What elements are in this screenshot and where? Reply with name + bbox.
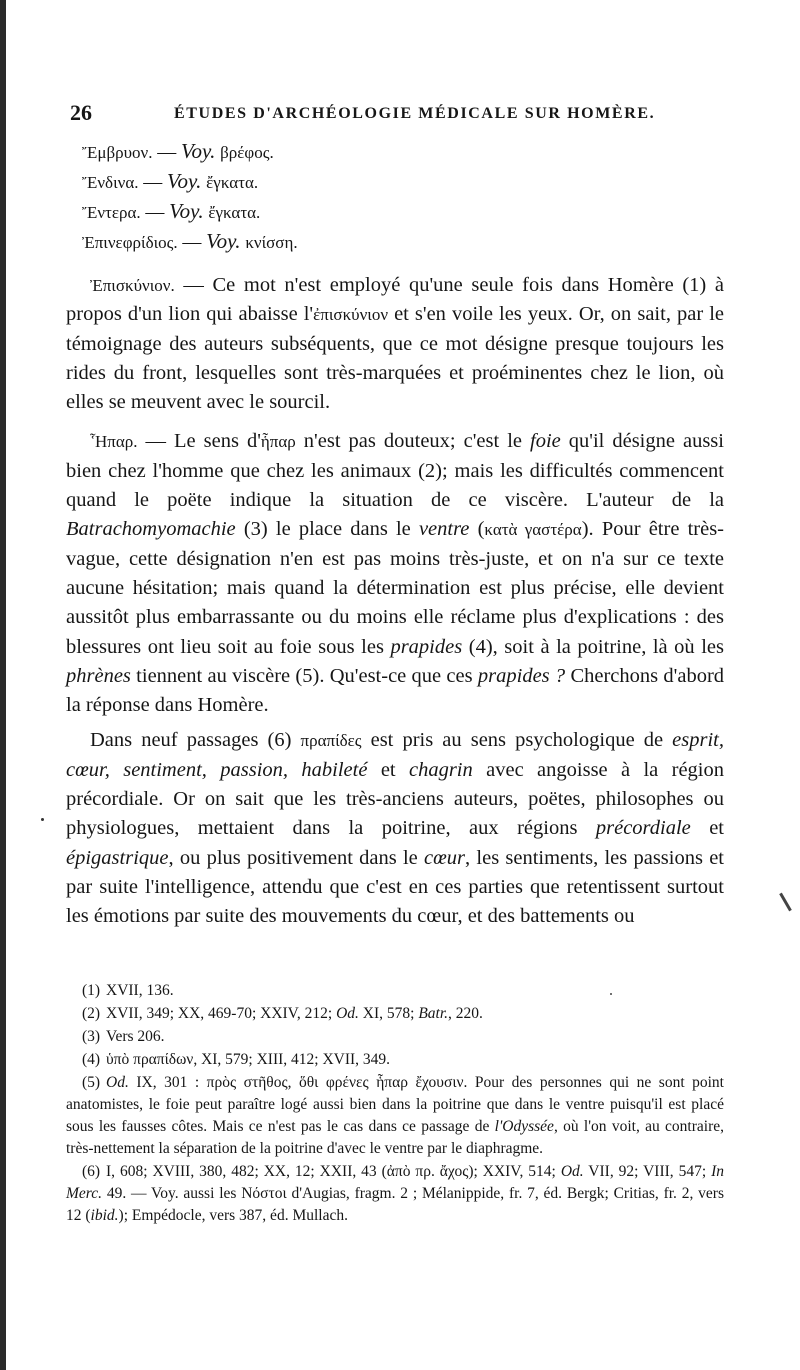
entry-endina: Ἔνδινα. — Voy. ἔγκατα. — [82, 169, 259, 193]
paragraph-neuf-passages: Dans neuf passages (6) πραπίδες est pris au sens psychologique de esprit, cœur, sentiment, passion, habileté et chagrin avec angoisse à la région précordiale. Or on sait que les très-anciens auteurs, poëtes, philosophes ou physiologues, mettaient dans la poitrine, aux régions précordiale et épigastrique, ou plus positivement dans le cœur, les sentiments, les passions et par suite l'intelligence, attendu que c'est en ces parties que retentissent surtout les émotions par suite des mouvements du cœur, et des battements ou — [66, 729, 724, 928]
page-header — [66, 100, 704, 130]
footnote-speck — [610, 993, 612, 995]
page-gutter-shadow — [0, 0, 6, 1370]
footnote-2: (2) XVII, 349; XX, 469-70; XXIV, 212; Od. XI, 578; Batr., 220. — [82, 1005, 483, 1022]
entry-embryon: Ἔμβρυον. — Voy. βρέφος. — [82, 139, 274, 163]
footnote-3: (3) Vers 206. — [82, 1028, 165, 1045]
footnote-6: (6) I, 608; XVIII, 380, 482; XX, 12; XXII, 43 (ἀπὸ πρ. ἄχος); XXIV, 514; Od. VII, 92; VIII, 547; In Merc. 49. — Voy. aussi les Νόστοι d'Augias, fragm. 2 ; Mélanippide, fr. 7, éd. Bergk; Critias, fr. 2, vers 12 (ibid.); Empédocle, vers 387, éd. Mullach. — [66, 1163, 724, 1224]
footnote-1: (1) XVII, 136. — [82, 982, 174, 999]
page-body — [66, 136, 724, 932]
paragraph-hepar: Ἧπαρ. — Le sens d'ἧπαρ n'est pas douteux; c'est le foie qu'il désigne aussi bien chez l'homme que chez les animaux (2); mais les difficultés commencent quand le poëte indique la situation de ce viscère. L'auteur de la Batrachomyomachie (3) le place dans le ventre (κατὰ γαστέρα). Pour être très-vague, cette désignation n'en est pas moins très-juste, et on n'a sur ce texte aucune hésitation; mais quand la détermination est plus précise, elle devient aussitôt plus embarrassante ou du moins elle réclame plus d'explications : des blessures ont lieu soit au foie sous les prapides (4), soit à la poitrine, là où les phrènes tiennent au viscère (5). Qu'est-ce que ces prapides ? Cherchons d'abord la réponse dans Homère. — [66, 430, 725, 717]
margin-speck — [41, 818, 44, 821]
running-title: ÉTUDES D'ARCHÉOLOGIE MÉDICALE SUR HOMÈRE. — [174, 105, 656, 122]
entry-entera: Ἔντερα. — Voy. ἔγκατα. — [82, 199, 261, 223]
cross-reference-list — [66, 136, 724, 256]
page-number: 26 — [70, 100, 92, 125]
edge-mark — [779, 893, 792, 912]
paragraph-episkynion: Ἐπισκύνιον. — Ce mot n'est employé qu'une seule fois dans Homère (1) à propos d'un lion qui abaisse l'ἐπισκύνιον et s'en voile les yeux. Or, on sait, par le témoignage des auteurs subséquents, que ce mot désigne presque toujours les rides du front, lesquelles sont très-marquées et proéminentes chez le lion, où elles se meuvent avec le sourcil. — [66, 274, 724, 414]
footnotes — [66, 980, 724, 1228]
footnote-4: (4) ὑπὸ πραπίδων, XI, 579; XIII, 412; XVII, 349. — [82, 1051, 391, 1068]
entry-epinephridios: Ἐπινεφρίδιος. — Voy. κνίσση. — [82, 229, 298, 253]
footnote-5: (5) Od. IX, 301 : πρὸς στῆθος, ὅθι φρένες ἧπαρ ἔχουσιν. Pour des personnes qui ne sont point anatomistes, le foie peut paraître logé aussi bien dans la poitrine que dans le ventre puisqu'il est placé sous les fausses côtes. Mais ce n'est pas le cas dans ce passage de l'Odyssée, où l'on voit, au contraire, très-nettement la séparation de la poitrine d'avec le ventre par le diaphragme. — [66, 1074, 725, 1157]
